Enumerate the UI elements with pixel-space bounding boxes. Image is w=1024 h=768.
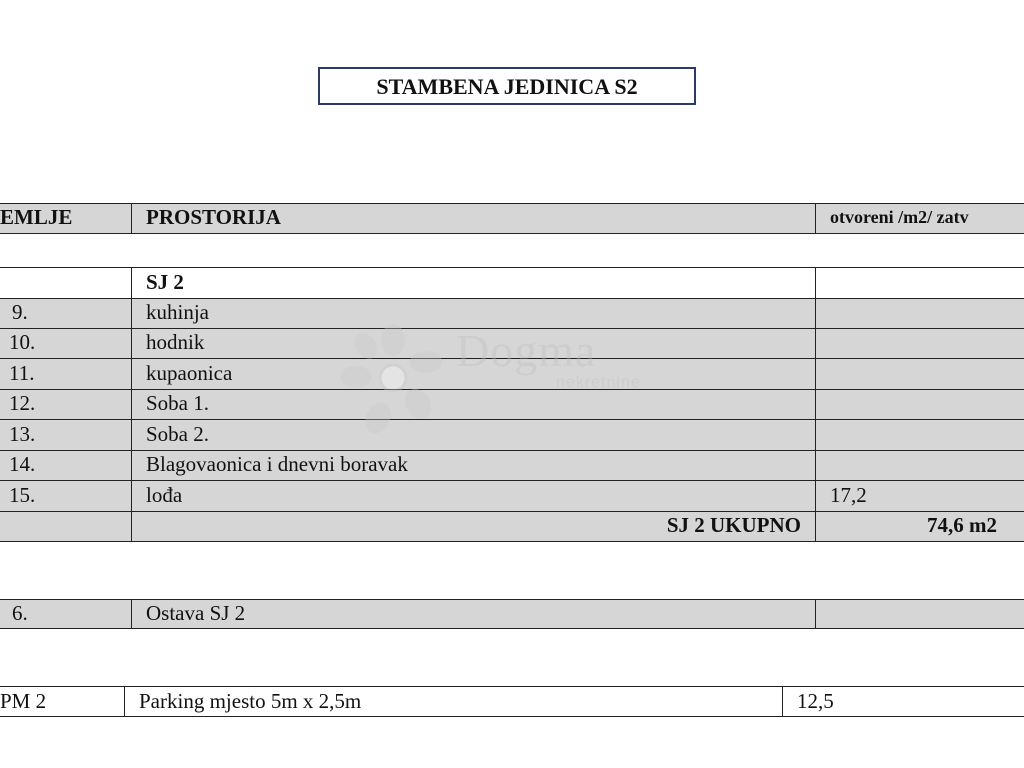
parking-area: 12,5	[797, 689, 834, 713]
room-name: lođa	[146, 483, 183, 507]
room-num: 10.	[9, 330, 36, 354]
storage-name: Ostava SJ 2	[146, 601, 246, 625]
storage-num: 6.	[12, 601, 28, 625]
room-num: 9.	[12, 300, 28, 324]
document-title: STAMBENA JEDINICA S2	[318, 67, 696, 105]
room-name: Soba 1.	[146, 391, 209, 415]
parking-num: PM 2	[0, 689, 47, 713]
room-num: 11.	[9, 361, 35, 385]
room-num: 12.	[9, 391, 36, 415]
room-area: 17,2	[830, 483, 867, 507]
room-name: Soba 2.	[146, 422, 209, 446]
room-name: Blagovaonica i dnevni boravak	[146, 452, 408, 476]
total-label: SJ 2 UKUPNO	[666, 513, 801, 537]
room-num: 14.	[9, 452, 36, 476]
watermark-brand: Dogma	[456, 325, 597, 376]
header-col-area: otvoreni /m2/ zatv	[830, 207, 969, 227]
header-col-floor: EMLJE	[0, 205, 73, 229]
section-label: SJ 2	[146, 270, 184, 294]
parking-name: Parking mjesto 5m x 2,5m	[139, 689, 362, 713]
room-num: 13.	[9, 422, 36, 446]
room-name: kupaonica	[146, 361, 233, 385]
room-name: hodnik	[146, 330, 205, 354]
room-name: kuhinja	[146, 300, 209, 324]
header-col-room: PROSTORIJA	[146, 205, 281, 229]
total-value: 74,6 m2	[927, 513, 997, 537]
room-num: 15.	[9, 483, 36, 507]
watermark-sub: nekretnine	[556, 374, 641, 391]
